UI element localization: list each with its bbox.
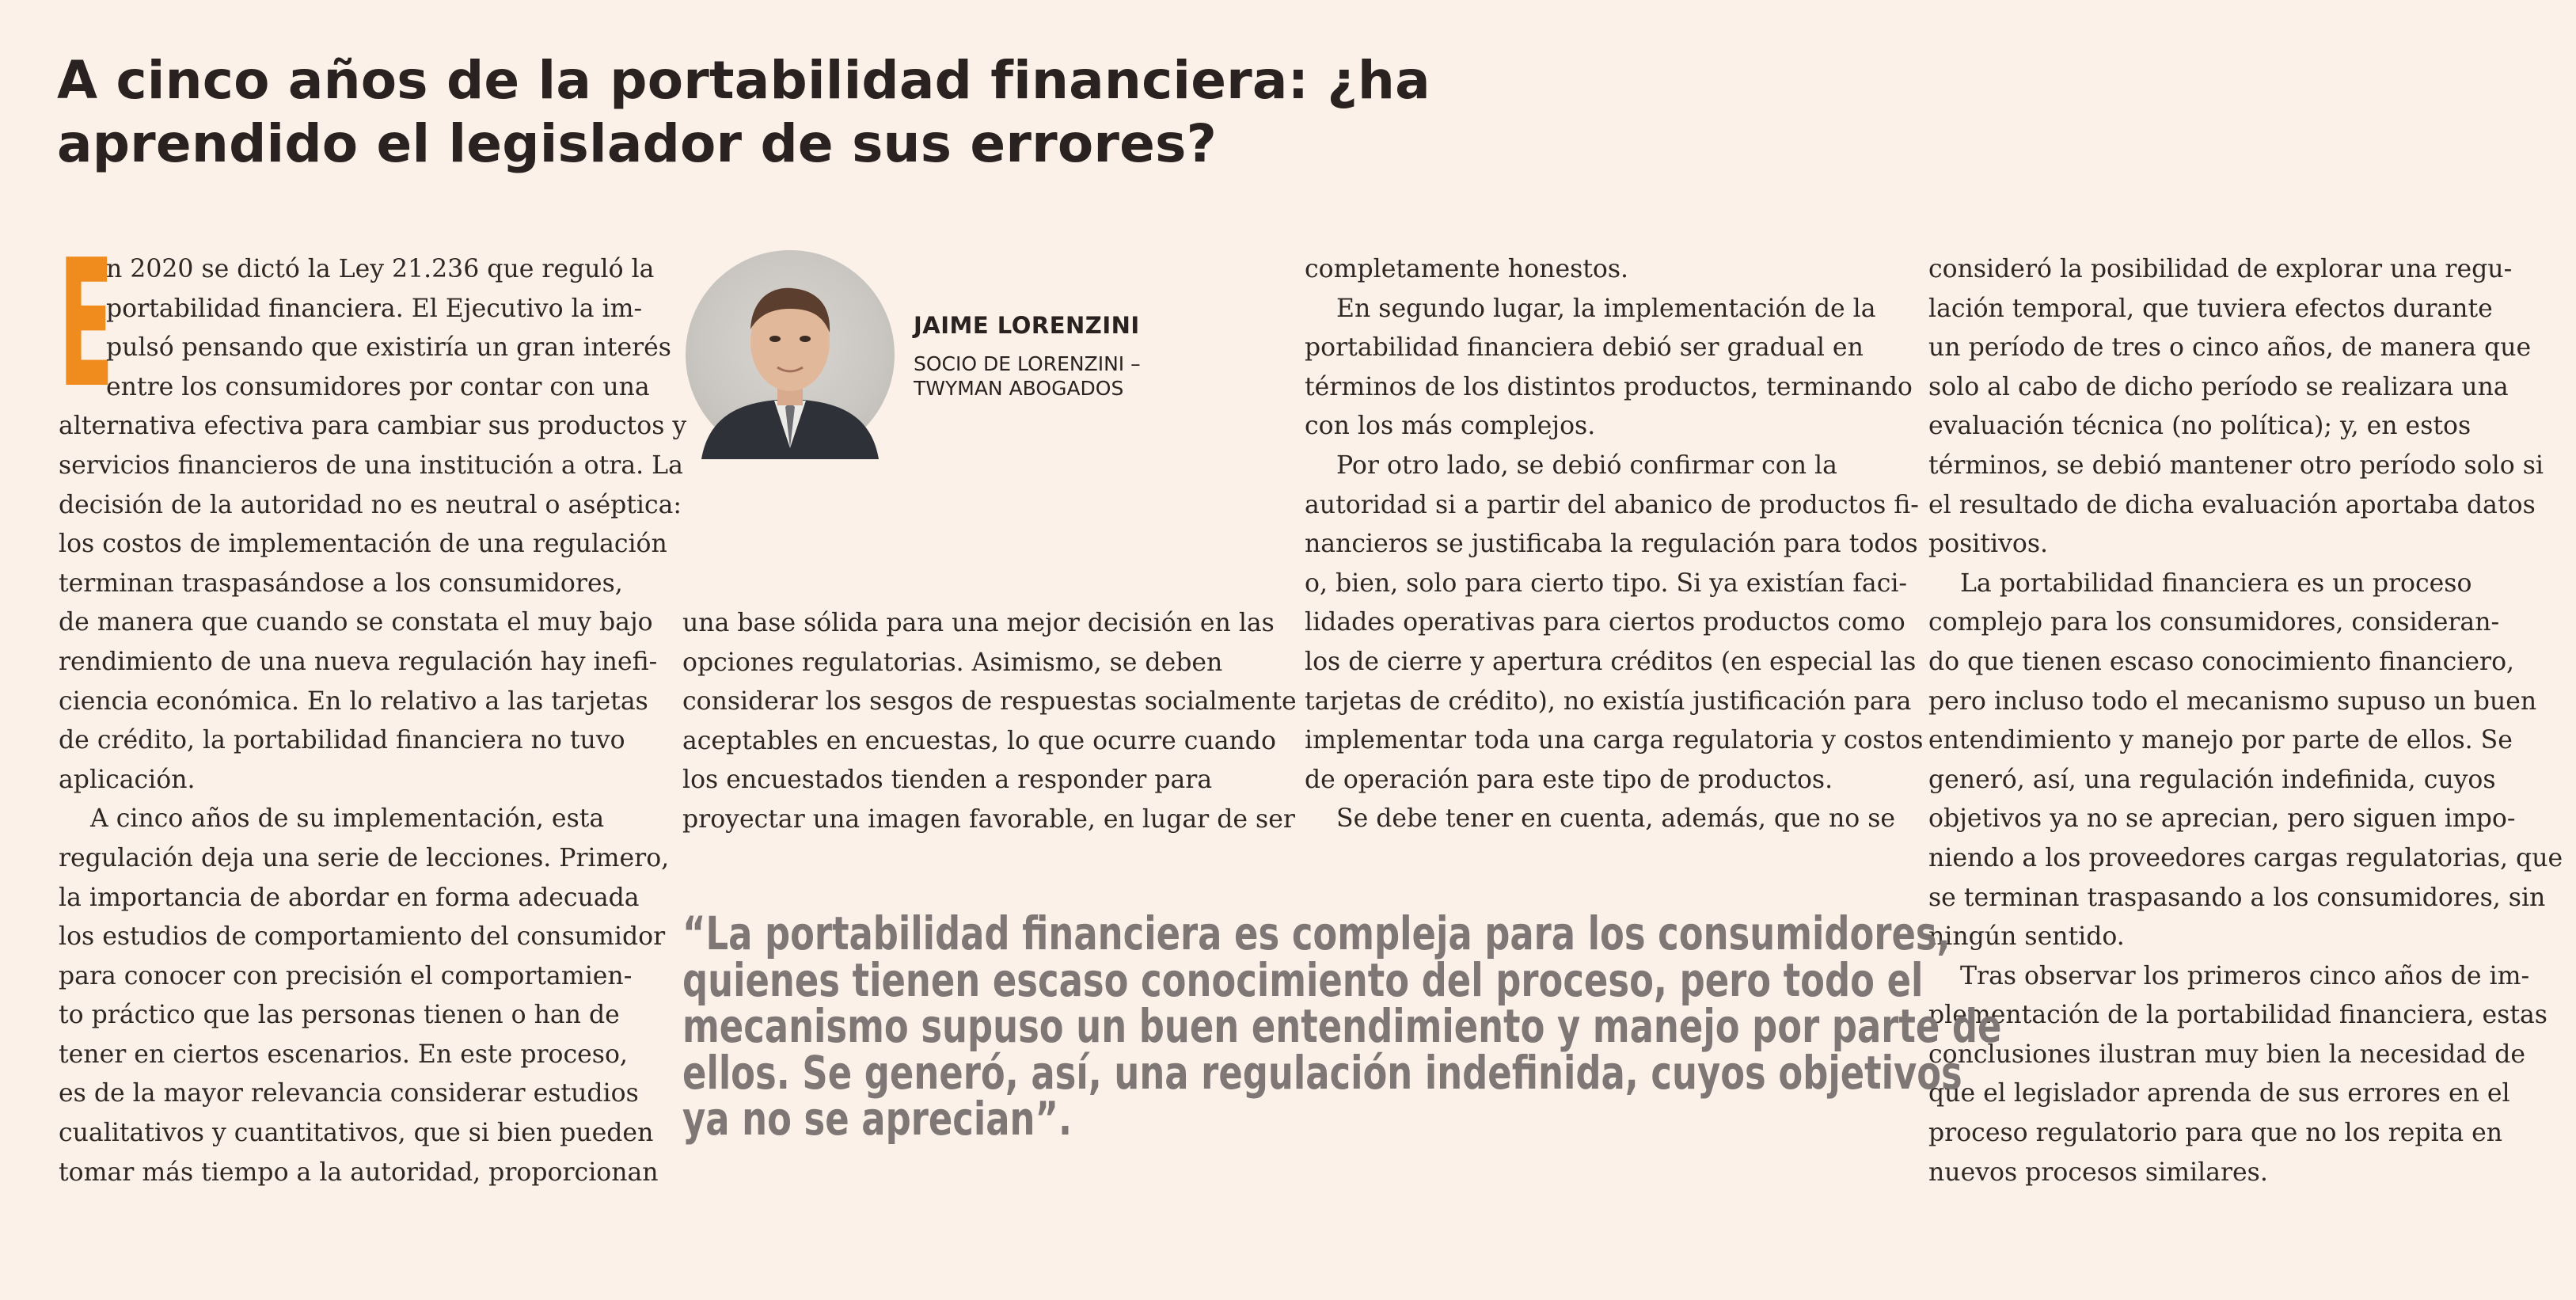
text-line: terminan traspasándose a los consumidores,	[59, 568, 623, 598]
text-line: los estudios de comportamiento del consumidor	[59, 922, 666, 952]
text-line: n 2020 se dictó la Ley 21.236 que reguló la	[106, 255, 655, 283]
text-line: nancieros se justificaba la regulación para todos	[1305, 530, 1918, 559]
pull-quote-line: ellos. Se generó, así, una regulación indefinida, cuyos objetivos	[682, 1045, 1962, 1100]
text-line: generó, así, una regulación indefinida, cuyos	[1928, 765, 2496, 794]
text-line: rendimiento de una nueva regulación hay inefi-	[59, 647, 658, 676]
text-line: portabilidad financiera. El Ejecutivo la im-	[106, 294, 643, 323]
text-line: En segundo lugar, la implementación de la	[1336, 294, 1876, 323]
text-line: servicios financieros de una institución a otra. La	[59, 450, 683, 480]
text-line: plementación de la portabilidad financiera, estas	[1928, 1001, 2548, 1030]
text-line: es de la mayor relevancia considerar estudios	[59, 1079, 639, 1108]
title-line: aprendido el legislador de sus errores?	[57, 113, 1218, 174]
text-line: to práctico que las personas tienen o han de	[59, 1001, 620, 1030]
text-line: objetivos ya no se aprecian, pero siguen impo-	[1928, 804, 2516, 834]
text-line: positivos.	[1928, 530, 2049, 559]
text-line: cualitativos y cuantitativos, que si bien pueden	[59, 1119, 654, 1148]
text-line: una base sólida para una mejor decisión en las	[682, 609, 1275, 637]
text-line: términos de los distintos productos, terminando	[1305, 372, 1913, 401]
text-line: el resultado de dicha evaluación aportaba datos	[1928, 490, 2536, 519]
article-column-4	[1928, 250, 2563, 1192]
text-line: entre los consumidores por contar con una	[106, 372, 650, 401]
author-portrait-icon	[686, 250, 895, 459]
pull-quote-line: quienes tienen escaso conocimiento del proceso, pero todo el	[682, 952, 1924, 1007]
author-role	[914, 352, 1141, 401]
text-line: de operación para este tipo de productos.	[1305, 765, 1833, 794]
text-line: nuevos procesos similares.	[1928, 1157, 2268, 1187]
text-line: se terminan traspasando a los consumidores, sin	[1928, 883, 2546, 912]
text-line: que el legislador aprenda de sus errores en el	[1928, 1079, 2510, 1108]
pull-quote-line: ya no se aprecian”.	[682, 1092, 1073, 1146]
text-line: aceptables en encuestas, lo que ocurre cuando	[682, 726, 1276, 755]
text-line: pulsó pensando que existiría un gran interés	[106, 333, 671, 363]
author-photo	[686, 250, 895, 459]
article-title	[57, 49, 1482, 176]
text-line: considerar los sesgos de respuestas socialmente	[682, 687, 1297, 717]
text-line: los encuestados tienden a responder para	[682, 766, 1213, 795]
text-line: ciencia económica. En lo relativo a las tarjetas	[59, 686, 648, 716]
text-line: tomar más tiempo a la autoridad, proporcionan	[59, 1157, 659, 1187]
article-column-1	[59, 222, 687, 1192]
text-line: niendo a los proveedores cargas regulatorias, que	[1928, 843, 2563, 872]
text-line: ningún sentido.	[1928, 922, 2125, 952]
pull-quote	[682, 907, 2002, 1146]
text-line: aplicación.	[59, 765, 196, 794]
text-line: lidades operativas para ciertos productos como	[1305, 608, 1905, 637]
text-line: conclusiones ilustran muy bien la necesidad de	[1928, 1040, 2526, 1069]
text-line: do que tienen escaso conocimiento financiero,	[1928, 647, 2515, 676]
text-line: entendimiento y manejo por parte de ellos. Se	[1928, 726, 2513, 755]
text-line: Se debe tener en cuenta, además, que no se	[1336, 804, 1896, 834]
text-line: proceso regulatorio para que no los repita en	[1928, 1119, 2503, 1148]
pull-quote-line: “La portabilidad financiera es compleja para los consumidores,	[682, 907, 1951, 960]
text-line: de crédito, la portabilidad financiera no tuvo	[59, 726, 625, 755]
text-line: los costos de implementación de una regulación	[59, 530, 667, 559]
author-name: JAIME LORENZINI	[914, 312, 1140, 339]
drop-cap: E	[59, 222, 114, 427]
text-line: la importancia de abordar en forma adecuada	[59, 883, 640, 912]
pull-quote-line: mecanismo supuso un buen entendimiento y manejo por parte de	[682, 999, 2002, 1053]
text-line: un período de tres o cinco años, de manera que	[1928, 333, 2532, 363]
author-role-line: SOCIO DE LORENZINI –	[914, 352, 1141, 375]
text-line: o, bien, solo para cierto tipo. Si ya existían faci-	[1305, 568, 1908, 598]
text-line: alternativa efectiva para cambiar sus productos y	[59, 412, 687, 441]
text-line: opciones regulatorias. Asimismo, se deben	[682, 648, 1223, 677]
article-column-3	[1305, 250, 1924, 839]
text-line: lación temporal, que tuviera efectos durante	[1928, 294, 2493, 323]
text-line: Por otro lado, se debió confirmar con la	[1336, 450, 1837, 480]
text-line: consideró la posibilidad de explorar una regu-	[1928, 255, 2513, 283]
text-line: regulación deja una serie de lecciones. Primero,	[59, 843, 670, 872]
text-line: pero incluso todo el mecanismo supuso un buen	[1928, 686, 2537, 716]
text-line: La portabilidad financiera es un proceso	[1960, 568, 2472, 598]
text-line: con los más complejos.	[1305, 412, 1596, 441]
title-line: A cinco años de la portabilidad financiera: ¿ha	[57, 50, 1430, 111]
text-line: evaluación técnica (no política); y, en estos	[1928, 412, 2472, 441]
text-line: proyectar una imagen favorable, en lugar de ser	[682, 804, 1295, 834]
article-column-2	[682, 604, 1297, 840]
text-line: complejo para los consumidores, consideran-	[1928, 608, 2500, 637]
text-line: completamente honestos.	[1305, 255, 1629, 283]
text-line: de manera que cuando se constata el muy bajo	[59, 608, 653, 637]
text-line: A cinco años de su implementación, esta	[90, 804, 605, 834]
text-line: términos, se debió mantener otro período solo si	[1928, 450, 2544, 480]
text-line: los de cierre y apertura créditos (en especial las	[1305, 647, 1917, 676]
text-line: para conocer con precisión el comportamien-	[59, 961, 633, 990]
text-line: autoridad si a partir del abanico de productos fi-	[1305, 490, 1919, 519]
text-line: solo al cabo de dicho período se realizara una	[1928, 372, 2509, 401]
text-line: implementar toda una carga regulatoria y costos	[1305, 726, 1924, 755]
text-line: Tras observar los primeros cinco años de im-	[1960, 961, 2530, 990]
text-line: tener en ciertos escenarios. En este proceso,	[59, 1040, 628, 1069]
text-line: tarjetas de crédito), no existía justificación para	[1305, 686, 1912, 716]
author-role-line: TWYMAN ABOGADOS	[914, 377, 1124, 400]
text-line: decisión de la autoridad no es neutral o aséptica:	[59, 490, 682, 519]
text-line: portabilidad financiera debió ser gradual en	[1305, 333, 1864, 363]
